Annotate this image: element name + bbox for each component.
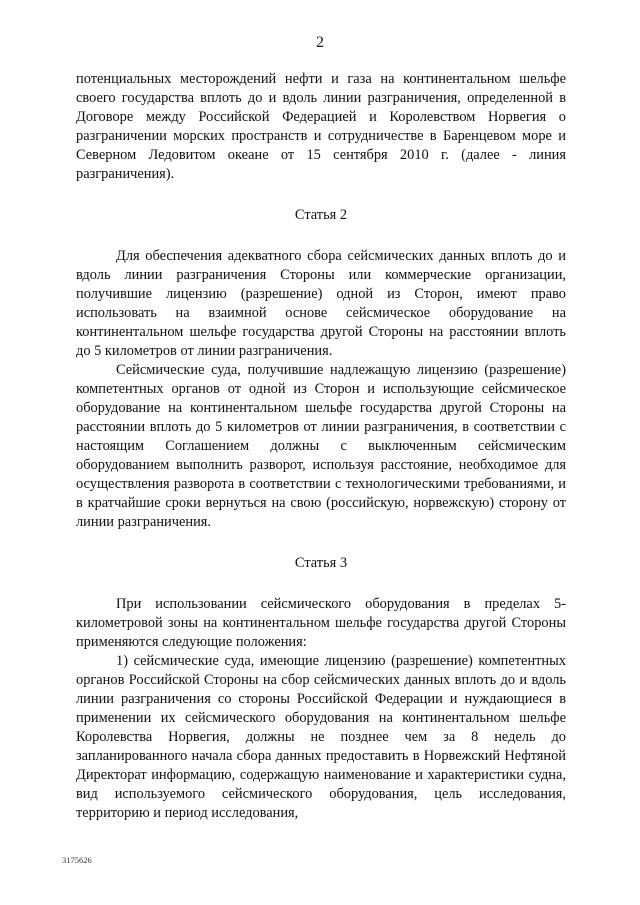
article-3-heading: Статья 3 — [294, 555, 348, 571]
article-2-paragraph-1: Для обеспечения адекватного сбора сейсмических данных вплоть до и вдоль линии разграничения Стороны или коммерческие организации, получившие лицензию (разрешение) одной из Сторон, имеют право использовать на взаимной основе сейсмическое оборудование на континентальном шельфе государства другой Стороны на расстоянии вплоть до 5 километров от линии разграничения. — [76, 248, 566, 359]
article-2-paragraph-2: Сейсмические суда, получившие надлежащую лицензию (разрешение) компетентных органов от одной из Сторон и использующие сейсмическое оборудование на континентальном шельфе государства другой Стороны на расстоянии вплоть до 5 километров от линии разграничения, в соответствии с настоящим Соглашением должны с выключенным сейсмическим оборудованием выполнить разворот, используя расстояние, необходимое для осуществления разворота в соответствии с технологическими требованиями, и в кратчайшие сроки вернуться на свою (российскую, норвежскую) сторону от линии разграничения. — [76, 362, 566, 530]
document-code: 3175626 — [62, 855, 92, 865]
document-body — [76, 70, 566, 823]
article-3-paragraph-2: 1) сейсмические суда, имеющие лицензию (разрешение) компетентных органов Российской Стороны на сбор сейсмических данных вплоть до и вдоль линии разграничения со стороны Российской Федерации и нуждающиеся в применении их сейсмического оборудования на континентальном шельфе Королевства Норвегия, должны не позднее чем за 8 недель до запланированного начала сбора данных предоставить в Норвежский Нефтяной Директорат информацию, содержащую наименование и характеристики судна, вид используемого сейсмического оборудования, цель исследования, территорию и период исследования, — [76, 653, 566, 821]
article-3-paragraph-1: При использовании сейсмического оборудования в пределах 5-километровой зоны на континентальном шельфе государства другой Стороны применяются следующие положения: — [76, 596, 566, 650]
article-2-heading: Статья 2 — [294, 207, 348, 223]
intro-paragraph: потенциальных месторождений нефти и газа на континентальном шельфе своего государства вплоть до и вдоль линии разграничения, определенной в Договоре между Российской Федерацией и Королевством Норвегия о разграничении морских пространств и сотрудничестве в Баренцевом море и Северном Ледовитом океане от 15 сентября 2010 г. (далее - линия разграничения). — [76, 71, 566, 182]
page-number: 2 — [316, 34, 324, 51]
